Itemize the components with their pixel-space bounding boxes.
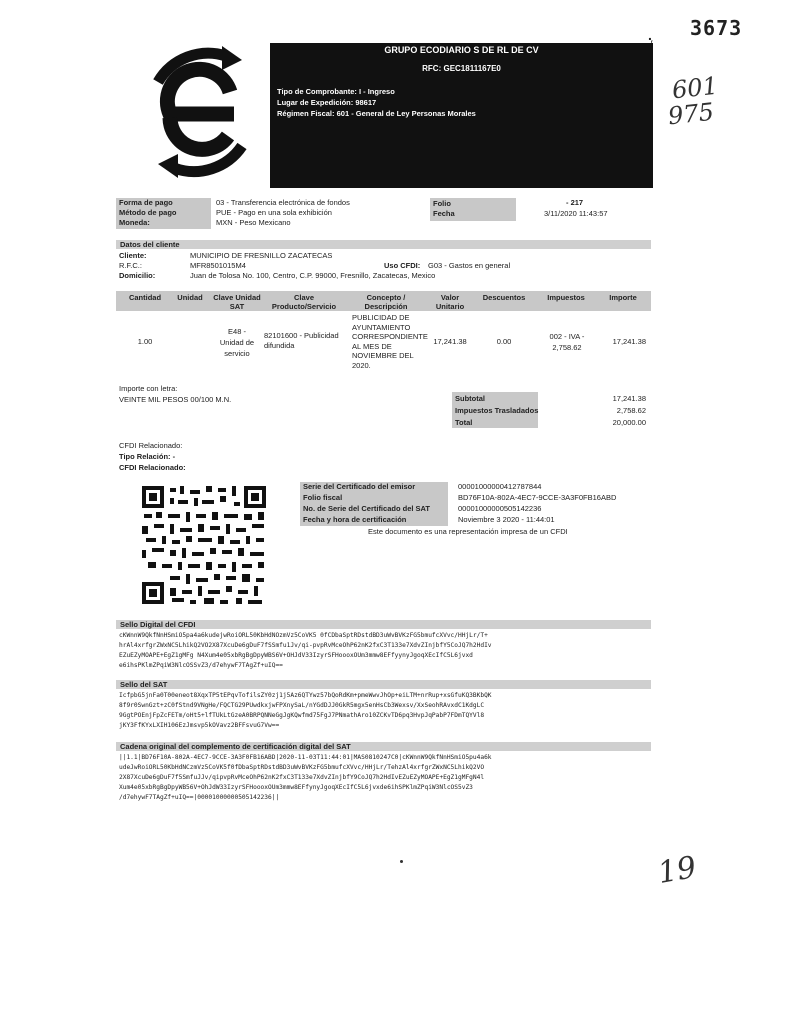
sello-sat-title: Sello del SAT [116,680,651,689]
moneda-label: Moneda: [119,218,150,227]
sello-cfdi-title: Sello Digital del CFDI [116,620,651,629]
client-rfc-value: MFR8501015M4 [190,261,246,270]
document-number: 3673 [690,16,743,40]
impreso-note: Este documento es una representación impresa de un CFDI [368,527,568,536]
sello-cfdi-line: hrAl4xrfgrZWxNC5LhikQ2VO2X87XcuDe6gDuF7fSSmfu1Jv/qi-pvpRvMceOhP62nK2fxC3T133e7XdvZInjbfY5CoJQ7h2HdIv [119,642,492,649]
impuestos-trasladados-value: 2,758.62 [616,406,646,415]
tipo-comprobante: Tipo de Comprobante: I - Ingreso [277,87,395,96]
fecha-value: 3/11/2020 11:43:57 [544,209,608,218]
cadena-line: udeJwRoiORL50KbHdNCzmVz5CoVK5f0fDbaSptRDstdBD3uWvBVKzFG5bmufcXVvc/HHjLr/TehzAl4xrfgrZWxNC5LhikQ2VO [119,764,485,771]
importe-letra-value: VEINTE MIL PESOS 00/100 M.N. [119,395,232,404]
total-value: 20,000.00 [612,418,646,427]
col-impuestos: Impuestos [547,293,585,302]
folio-label: Folio [433,199,451,208]
forma-pago-value: 03 - Transferencia electrónica de fondos [216,198,350,207]
scan-speck [400,860,403,863]
sello-cfdi-line: e6ihsPKlmZPqiW3NlcOSSvZ3/d7ehywF7TAgZf+uIQ== [119,662,283,669]
cadena-line: 2X87XcuDe6gDuF7f5SmfuJJv/qipvpRvMceOhP62nK2fxC3T133e7XdvZInjbfY9CoJQ7h2HdIvEZuEZyMOAPE+EgZ1gMFgN4l [119,774,485,781]
row-importe: 17,241.38 [612,337,646,346]
subtotal-value: 17,241.38 [612,394,646,403]
col-valor-unitario: Valor Unitario [435,293,465,311]
issuer-rfc: RFC: GEC1811167E0 [422,64,501,73]
cfdi-relacionado-1: CFDI Relacionado: [119,441,183,450]
company-name: GRUPO ECODIARIO S DE RL DE CV [384,45,539,55]
company-logo [130,42,270,182]
issuer-header [270,43,653,188]
uso-cfdi-value: G03 - Gastos en general [428,261,511,270]
handwritten-note-601: 601 [670,71,720,105]
row-concepto: PUBLICIDAD DE AYUNTAMIENTO CORRESPONDIENTE AL MES DE NOVIEMBRE DEL 2020. [352,313,428,370]
cadena-original-title: Cadena original del complemento de certificación digital del SAT [116,742,651,751]
row-cantidad: 1.00 [137,337,153,346]
sello-sat-line: 8f9r0SwnGzt+zC0fStnd9VNgHe/FQCTG29PUwdkxjwFPXnySaL/nYGdDJJ0GkR5mgx5enHsCb3Wexsv/XxSeohRAvxdC1KdgLC [119,702,485,709]
logo-e-arrows-icon [130,42,270,182]
cliente-label: Cliente: [119,251,147,260]
handwritten-note-975: 975 [666,97,716,131]
fecha-label: Fecha [433,209,455,218]
col-clave-producto: Clave Producto/Servicio [271,293,337,311]
cadena-line: /d7ehywF7TAgZf+uIQ==|00001000000505142236|| [119,794,280,801]
cadena-line: Xum4e05xbRgBgDpyWB56V+OhJdW33IzyrSFHoooxOUm3mmw8EFfynyJgoqXEcIfC5L6jvxde6ihSPKlmZPqiW3NlcOS5vZ3 [119,784,473,791]
cadena-line: ||1.1|BD76F10A-802A-4EC7-9CCE-3A3F0FB16ABD|2020-11-03T11:44:01|MAS0810247C0|cKWnnW9QkfNnHSmiO5pu4a6k [119,754,492,761]
row-valor: 17,241.38 [433,337,467,346]
col-unidad: Unidad [177,293,203,302]
total-label: Total [455,418,473,427]
col-importe: Importe [609,293,637,302]
row-descuentos: 0.00 [496,337,512,346]
sello-sat-line: jKY3FfKYxLXIH106EzJmsvp5kOVavz2BFFsvuG7Vw== [119,722,280,729]
tipo-relacion: Tipo Relación: - [119,452,176,461]
col-concepto: Concepto / Descripción [364,293,408,311]
sello-sat-line: IcfpbG5jnFa0T00eneot8XqxTP5tEPqvTofilsZY0zj1j5Az6QTYwz57bQoRdKm+pmeWwvJhOp+eiLTM+nrRup+xsGfuKQ3BKbQK [119,692,492,699]
metodo-pago-value: PUE - Pago en una sola exhibición [216,208,332,217]
sello-cfdi-line: EZuEZyMOAPE+EgZ1gMFg N4Xum4e05xbRgBgDpyWBS6V+OHJdV33IzyrSFHoooxOUm3mmw8EFfyynyJgoqXEcIfC5L6jvxd [119,652,473,659]
metodo-pago-label: Método de pago [119,208,177,217]
cliente-value: MUNICIPIO DE FRESNILLO ZACATECAS [190,251,333,260]
serie-certificado-label: Serie del Certificado del emisor [303,482,416,491]
row-clave-producto: 82101600 - Publicidad difundida [264,331,339,350]
qr-code-icon [140,484,268,606]
regimen-fiscal: Régimen Fiscal: 601 - General de Ley Personas Morales [277,109,476,118]
col-cantidad: Cantidad [128,293,162,302]
folio-fiscal-value: BD76F10A-802A-4EC7-9CCE-3A3F0FB16ABD [458,493,617,502]
moneda-value: MXN - Peso Mexicano [216,218,291,227]
corner-dot-mark: .᷊ [648,27,652,43]
client-rfc-label: R.F.C.: [119,261,142,270]
sello-cfdi-line: cKWnnW9QkfNnHSmiO5pa4a6kudejwRoiORL50KbHdNOzmVz5CoVK5 0fCDbaSptRDstdBD3uWvBVKzFG5bmufcXVvc/HHjLr/T+ [119,632,488,639]
uso-cfdi-label: Uso CFDI: [384,261,421,270]
col-descuentos: Descuentos [482,293,526,302]
folio-fiscal-label: Folio fiscal [303,493,343,502]
subtotal-label: Subtotal [455,394,485,403]
col-clave-unidad: Clave Unidad SAT [213,293,261,311]
no-serie-sat-label: No. de Serie del Certificado del SAT [303,504,430,513]
folio-value: - 217 [566,198,584,207]
domicilio-label: Domicilio: [119,271,156,280]
forma-pago-label: Forma de pago [119,198,173,207]
no-serie-sat-value: 00001000000505142236 [458,504,542,513]
fecha-certificacion-label: Fecha y hora de certificación [303,515,407,524]
handwritten-page-number: 19 [655,849,699,892]
sello-sat-line: 9GgtPOEnjFpZcFETm/oHt5+lfTUkLtGzeA0BRPQNNeGgJgKQwfmd75FgJ7PNmathAro10ZCKvTD6pq3HvpJqPabP7FDmTQYVl8 [119,712,485,719]
cfdi-relacionado-2: CFDI Relacionado: [119,463,186,472]
importe-letra-label: Importe con letra: [119,384,178,393]
row-impuestos: 002 - IVA - 2,758.62 [549,332,585,352]
domicilio-value: Juan de Tolosa No. 100, Centro, C.P. 99000, Fresnillo, Zacatecas, Mexico [190,271,436,280]
qr-code [140,484,268,606]
client-section-title: Datos del cliente [116,240,651,249]
serie-certificado-value: 00001000000412787844 [458,482,542,491]
impuestos-trasladados-label: Impuestos Trasladados [455,406,539,415]
fecha-certificacion-value: Noviembre 3 2020 - 11:44:01 [458,515,555,524]
row-clave-unidad: E48 - Unidad de servicio [219,327,255,358]
lugar-expedicion: Lugar de Expedición: 98617 [277,98,377,107]
